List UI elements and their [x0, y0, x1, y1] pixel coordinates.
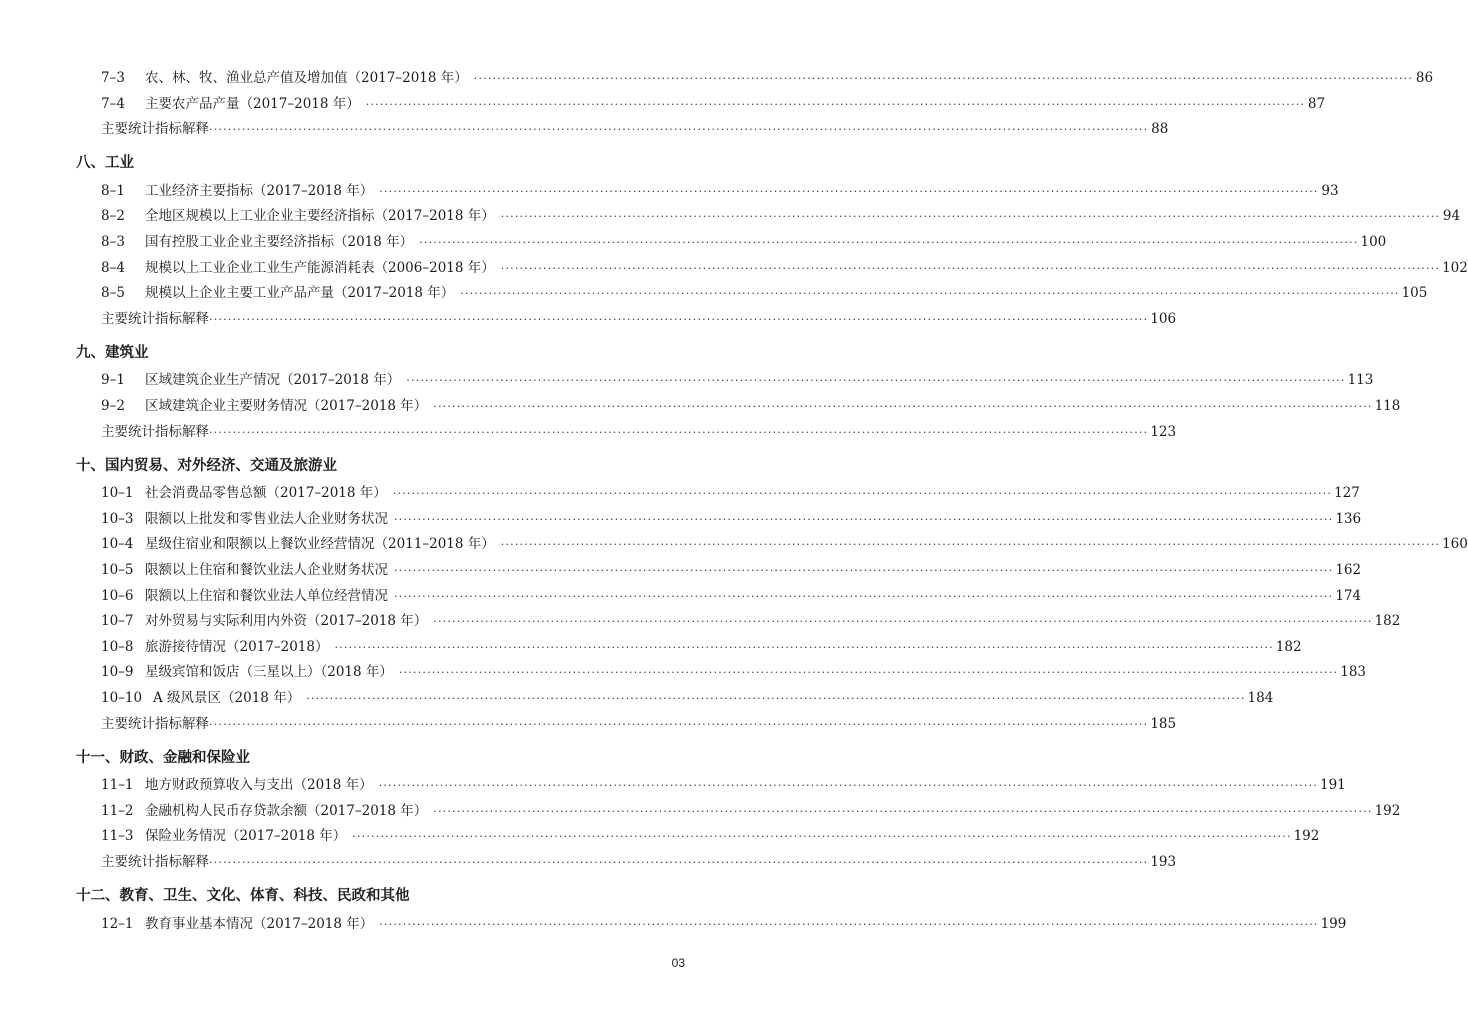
- toc-entry[interactable]: [76, 179, 1339, 203]
- dot-leader: ········································································································································································································: [433, 615, 1373, 629]
- entry-title: 规模以上工业企业工业生产能源消耗表（2006–2018 年）: [145, 259, 495, 276]
- section-heading: 十二、教育、卫生、文化、体育、科技、民政和其他: [76, 888, 410, 904]
- toc-entry[interactable]: [76, 204, 1461, 228]
- toc-entry[interactable]: [76, 92, 1326, 116]
- entry-number: 8–5: [101, 285, 125, 302]
- entry-page: 162: [1335, 562, 1362, 578]
- entry-number: 10–5: [101, 562, 134, 578]
- entry-number: 10–3: [101, 510, 134, 527]
- toc-summary-entry[interactable]: [76, 307, 1177, 331]
- entry-title: 地方财政预算收入与支出（2018 年）: [145, 777, 373, 794]
- entry-title: 教育事业基本情况（2017–2018 年）: [145, 915, 374, 932]
- summary-page: 88: [1151, 121, 1169, 138]
- entry-number: 10–1: [101, 485, 134, 502]
- entry-number: 10–6: [101, 587, 134, 604]
- toc-entry[interactable]: [76, 609, 1401, 633]
- toc-summary-entry[interactable]: [76, 712, 1177, 736]
- entry-page: 174: [1335, 587, 1362, 604]
- entry-number: 8–2: [101, 208, 125, 225]
- toc-entry[interactable]: [76, 686, 1274, 710]
- entry-title: 星级住宿业和限额以上餐饮业经营情况（2011–2018 年）: [145, 536, 495, 553]
- entry-title: 区域建筑企业主要财务情况（2017–2018 年）: [145, 398, 428, 414]
- dot-leader: ········································································································································································································: [500, 261, 1441, 275]
- dot-leader: ········································································································································································································: [209, 856, 1149, 869]
- toc-entry[interactable]: [76, 66, 1434, 90]
- entry-number: 9–1: [101, 372, 125, 389]
- toc-entry[interactable]: [76, 660, 1367, 684]
- entry-page: 191: [1319, 777, 1346, 794]
- summary-title: 主要统计指标解释: [101, 715, 209, 732]
- entry-number: 11–1: [101, 777, 134, 794]
- entry-title: 全地区规模以上工业企业主要经济指标（2017–2018 年）: [145, 208, 495, 225]
- dot-leader: ········································································································································································································: [500, 210, 1441, 224]
- dot-leader: ········································································································································································································: [473, 72, 1414, 85]
- entry-page: 100: [1360, 234, 1387, 250]
- toc-summary-entry[interactable]: [76, 850, 1177, 874]
- entry-title: A 级风景区（2018 年）: [153, 690, 301, 706]
- dot-leader: ········································································································································································································: [394, 564, 1334, 577]
- entry-page: 192: [1374, 802, 1401, 819]
- entry-page: 113: [1347, 372, 1374, 389]
- toc-entry[interactable]: [76, 230, 1387, 254]
- entry-title: 农、林、牧、渔业总产值及增加值（2017–2018 年）: [145, 70, 468, 86]
- toc-summary-entry[interactable]: [76, 420, 1177, 444]
- dot-leader: ········································································································································································································: [378, 779, 1318, 793]
- dot-leader: ········································································································································································································: [334, 640, 1274, 654]
- summary-page: 193: [1150, 854, 1177, 870]
- toc-summary-entry[interactable]: [76, 117, 1169, 141]
- dot-leader: ········································································································································································································: [433, 400, 1373, 413]
- toc-entry[interactable]: [76, 799, 1401, 823]
- entry-page: 199: [1320, 915, 1347, 932]
- entry-page: 182: [1275, 638, 1302, 655]
- entry-title: 规模以上企业主要工业产品产量（2017–2018 年）: [145, 285, 455, 302]
- dot-leader: ········································································································································································································: [379, 917, 1319, 931]
- entry-title: 工业经济主要指标（2017–2018 年）: [145, 182, 374, 199]
- dot-leader: ········································································································································································································: [419, 236, 1359, 249]
- entry-page: 87: [1307, 95, 1326, 112]
- dot-leader: ········································································································································································································: [379, 184, 1319, 198]
- dot-leader: ········································································································································································································: [460, 287, 1400, 301]
- entry-title: 区域建筑企业生产情况（2017–2018 年）: [145, 372, 401, 389]
- dot-leader: ········································································································································································································: [406, 374, 1346, 388]
- dot-leader: ········································································································································································································: [209, 123, 1149, 137]
- entry-number: 12–1: [101, 915, 134, 932]
- entry-page: 160: [1442, 536, 1468, 553]
- dot-leader: ········································································································································································································: [392, 487, 1333, 501]
- entry-number: 8–1: [101, 182, 125, 199]
- dot-leader: ········································································································································································································: [394, 589, 1334, 603]
- toc-entry[interactable]: [76, 912, 1347, 936]
- entry-number: 9–2: [101, 398, 125, 414]
- dot-leader: ········································································································································································································: [209, 717, 1149, 731]
- entry-title: 限额以上住宿和餐饮业法人企业财务状况: [145, 562, 388, 578]
- toc-entry[interactable]: [76, 281, 1428, 305]
- summary-title: 主要统计指标解释: [101, 423, 209, 440]
- dot-leader: ········································································································································································································: [352, 830, 1292, 844]
- toc-entry[interactable]: [76, 394, 1401, 418]
- toc-entry[interactable]: [76, 635, 1302, 659]
- entry-number: 10–8: [101, 638, 134, 655]
- entry-number: 8–4: [101, 259, 125, 276]
- toc-entry[interactable]: [76, 481, 1360, 505]
- toc-entry[interactable]: [76, 507, 1362, 531]
- entry-page: 105: [1401, 285, 1428, 302]
- entry-page: 184: [1247, 690, 1274, 706]
- dot-leader: ········································································································································································································: [365, 97, 1306, 111]
- dot-leader: ········································································································································································································: [209, 425, 1149, 439]
- summary-page: 185: [1150, 715, 1177, 732]
- dot-leader: ········································································································································································································: [398, 666, 1339, 680]
- toc-entry[interactable]: [76, 584, 1362, 608]
- dot-leader: ········································································································································································································: [209, 312, 1149, 326]
- section-heading: 九、建筑业: [76, 344, 149, 361]
- summary-title: 主要统计指标解释: [101, 310, 209, 327]
- entry-number: 10–10: [101, 690, 143, 706]
- summary-page: 106: [1150, 310, 1177, 327]
- entry-page: 183: [1340, 664, 1367, 681]
- entry-number: 7–3: [101, 70, 125, 86]
- toc-entry[interactable]: [76, 256, 1468, 280]
- dot-leader: ········································································································································································································: [500, 538, 1441, 552]
- entry-title: 国有控股工业企业主要经济指标（2018 年）: [145, 234, 414, 250]
- entry-page: 94: [1442, 208, 1461, 225]
- entry-title: 限额以上批发和零售业法人企业财务状况: [145, 510, 388, 527]
- entry-number: 10–4: [101, 536, 134, 553]
- entry-title: 星级宾馆和饭店（三星以上）（2018 年）: [145, 664, 393, 681]
- toc-entry[interactable]: [76, 558, 1362, 582]
- summary-title: 主要统计指标解释: [101, 121, 209, 138]
- entry-title: 对外贸易与实际利用内外资（2017–2018 年）: [145, 613, 428, 630]
- entry-page: 86: [1415, 70, 1434, 86]
- section-heading: 十、国内贸易、对外经济、交通及旅游业: [76, 457, 337, 474]
- entry-number: 10–7: [101, 613, 134, 630]
- entry-page: 127: [1334, 485, 1360, 502]
- entry-page: 136: [1335, 510, 1362, 527]
- toc-entry[interactable]: [76, 824, 1320, 848]
- entry-page: 93: [1321, 182, 1339, 199]
- entry-page: 118: [1374, 398, 1401, 414]
- dot-leader: ········································································································································································································: [433, 804, 1373, 818]
- entry-title: 旅游接待情况（2017–2018）: [145, 638, 329, 655]
- summary-page: 123: [1150, 423, 1177, 440]
- entry-page: 192: [1293, 828, 1320, 845]
- entry-title: 保险业务情况（2017–2018 年）: [145, 828, 347, 845]
- entry-title: 限额以上住宿和餐饮业法人单位经营情况: [145, 587, 388, 604]
- section-heading: 八、工业: [76, 155, 134, 172]
- page-number: 03: [671, 956, 685, 970]
- entry-number: 11–3: [101, 828, 134, 845]
- entry-number: 7–4: [101, 95, 125, 112]
- summary-title: 主要统计指标解释: [101, 854, 209, 870]
- toc-entry[interactable]: [76, 532, 1468, 556]
- entry-number: 11–2: [101, 802, 134, 819]
- dot-leader: ········································································································································································································: [306, 692, 1246, 705]
- entry-title: 主要农产品产量（2017–2018 年）: [145, 95, 360, 112]
- entry-title: 金融机构人民币存贷款余额（2017–2018 年）: [145, 802, 428, 819]
- toc-entry[interactable]: [76, 773, 1346, 797]
- entry-title: 社会消费品零售总额（2017–2018 年）: [145, 485, 387, 502]
- toc-entry[interactable]: [76, 368, 1374, 392]
- section-heading: 十一、财政、金融和保险业: [76, 749, 250, 766]
- entry-page: 182: [1374, 613, 1401, 630]
- dot-leader: ········································································································································································································: [394, 512, 1334, 526]
- entry-number: 8–3: [101, 234, 125, 250]
- entry-number: 10–9: [101, 664, 134, 681]
- entry-page: 102: [1442, 259, 1468, 276]
